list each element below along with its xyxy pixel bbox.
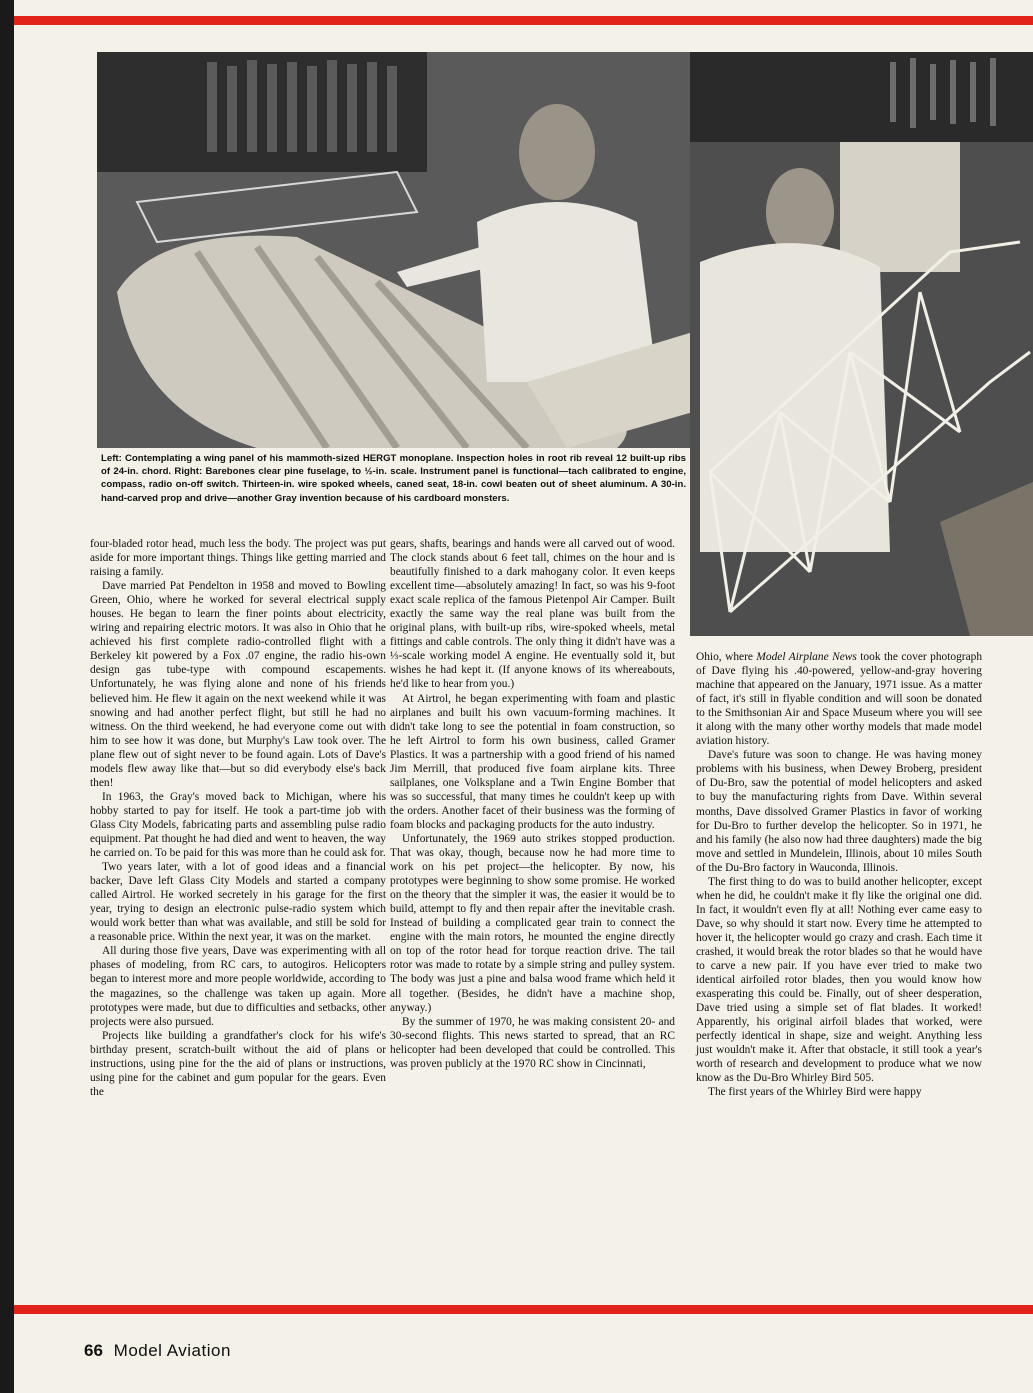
paragraph: The first thing to do was to build another helicopter, except when he did, he couldn't make it fly like the original one did. In fact, it wouldn't even fly at all! Nothing ever came easy to Dave, so why should it start now. Every time he attempted to hover it, the helicopter would go crazy and crash. Each time it crashed, it would break the rotor blades so that he would have to carve a new pair. If you have ever tried to make two identical airfoiled rotor blades, then you would know how exasperating this could be. Finally, out of sheer desperation, Dave tried using a simple set of flat blades. It worked! Apparently, his original airfoil blades that worked, were perfectly identical in shape, size and weight. Anything less just wouldn't make it. After that obstacle, it still took a year's worth of research and development to produce what we now know as the Du-Bro Whirley Bird 505. — [696, 875, 982, 1085]
page-footer — [84, 1341, 231, 1361]
paragraph: Projects like building a grandfather's clock for his wife's birthday present, scratch-built without the aid of plans or instructions, using pine for the the aid of plans or instructions, using pine for the cabinet and gum popular for the gears. Even the — [90, 1029, 386, 1098]
paragraph: At Airtrol, he began experimenting with foam and plastic airplanes and built his own vacuum-forming machines. It didn't take long to see the potential in foam construction, so he left Airtrol to form his own business, called Gramer Plastics. It was a partnership with a good friend of his named Jim Merrill, that produced five foam airplane kits. Three sailplanes, one Volksplane and a Twin Engine Bomber that was so successful, that many times he couldn't keep up with the orders. Another facet of their business was the forming of foam blocks and packaging products for the auto industry. — [390, 692, 675, 831]
paragraph: four-bladed rotor head, much less the body. The project was put aside for more important things. Things like getting married and raising a family. — [90, 538, 386, 579]
article-column-3 — [696, 650, 982, 1100]
top-red-rule — [14, 16, 1033, 25]
paragraph — [696, 650, 982, 748]
magazine-page — [14, 0, 1033, 1393]
paragraph: By the summer of 1970, he was making consistent 20- and 30-second flights. This news started to spread, that an RC helicopter had been developed that could be controlled. This was proven publicly at the 1970 RC show in Cincinnati, — [390, 1015, 675, 1070]
text-run: Ohio, where — [696, 651, 757, 663]
paragraph: Two years later, with a lot of good ideas and a financial backer, Dave left Glass City Models and started a company called Airtrol. He worked secretely in his garage for the first year, trying to design an electronic pulse-radio system which would work better than what was available, and still be sold for a reasonable price. Within the next year, it was on the market. — [90, 861, 386, 944]
paragraph: All during those five years, Dave was experimenting with all phases of modeling, from RC cars, to autogiros. Helicopters began to interest more and more people worldwide, according to the magazines, so the challenge was taken up again. More prototypes were made, but due to difficulties and setbacks, other projects were also pursued. — [90, 945, 386, 1028]
photo-caption: Left: Contemplating a wing panel of his mammoth-sized HERGT monoplane. Inspection holes in root rib reveal 12 built-up ribs of 24-in. chord. Right: Barebones clear pine fuselage, to ½-in. scale. Instrument panel is functional—tach calibrated to engine, compass, radio on-off switch. Thirteen-in. wire spoked wheels, caned seat, 18-in. cowl beaten out of sheet aluminum. A 30-in. hand-carved prop and drive—another Gray invention because of his cardboard monsters. — [101, 453, 686, 504]
paragraph: Dave married Pat Pendelton in 1958 and moved to Bowling Green, Ohio, where he worked for several electrical supply houses. He began to learn the finer points about electricity, wiring and repairing electric motors. It was also in Ohio that he achieved his first complete radio-controlled flight with a Berkeley kit powered by a Fox .07 engine, the radio his-own design gas tube-type with compound escapements. Unfortunately, he was flying alone and none of his friends believed him. He flew it again on the next weekend while it was snowing and had another perfect flight, but still he had no witness. On the third weekend, he had everyone come out with him to see how it was done, but Murphy's Law took over. The plane flew out of sight never to be found again. Lots of Dave's models flew away like that—but so did everybody else's back then! — [90, 580, 386, 789]
wing-panel-illustration — [97, 52, 693, 448]
magazine-title-italic: Model Airplane News — [756, 651, 857, 663]
paragraph: gears, shafts, bearings and hands were all carved out of wood. The clock stands about 6 feet tall, chimes on the hour and is beautifully finished to a dark mahogany color. It even keeps excellent time—absolutely amazing! In fact, so was his 9-foot exact scale replica of the famous Pietenpol Air Camper. Built exactly the same way the real plane was built from the original plans, with built-up ribs, wire-spoked wheels, metal fittings and cable controls. The only thing it didn't have was a ⅓-scale working model A engine. He eventually sold it, but wishes he had kept it. (If anyone knows of its whereabouts, he'd like to hear from you.) — [390, 538, 675, 691]
paragraph: Unfortunately, the 1969 auto strikes stopped production. That was okay, though, because now he had more time to work on his pet project—the helicopter. By now, his prototypes were beginning to show some promise. He worked on the theory that the simpler it was, the easier it would be to build, attempt to fly and then repair after the inevitable crash. Instead of building a complicated gear train to connect the engine with the main rotors, he mounted the engine directly on top of the rotor head for torque reaction drive. The tail rotor was made to rotate by a simple string and pulley system. The body was just a pine and balsa wood frame which held it all together. (Besides, he didn't have a machine shop, anyway.) — [390, 832, 675, 1014]
paragraph: In 1963, the Gray's moved back to Michigan, where his hobby started to pay for itself. He took a part-time job with Glass City Models, fabricating parts and assembling pulse radio equipment. Pat thought he had died and went to heaven, the way he carried on. To be paid for this was more than he could ask for. — [90, 790, 386, 860]
photo-wing-panel — [97, 52, 693, 448]
paragraph: Dave's future was soon to change. He was having money problems with his business, when Dewey Broberg, president of Du-Bro, saw the potential of model helicopters and asked to buy the manufacturing rights from Dave. Within several months, Dave dissolved Gramer Plastics in favor of working for Du-Bro to further develop the helicopter. So in 1971, he and his family (he also now had three daughters) made the big move and settled in Mundelein, Illinois, about 10 miles South of the Du-Bro factory in Wauconda, Illinois. — [696, 749, 982, 874]
photo-fuselage — [690, 52, 1033, 636]
magazine-name: Model Aviation — [113, 1341, 231, 1360]
text-run: took the cover photograph of Dave flying his .40-powered, yellow-and-gray hovering machine that appeared on the January, 1971 issue. As a matter of fact, it's still in flyable condition and will soon be donated to the Smithsonian Air and Space Museum where you will see it along with the many other worthy models that made model aviation history. — [696, 651, 983, 748]
page-number: 66 — [84, 1341, 103, 1360]
bottom-red-rule — [14, 1305, 1033, 1314]
article-column-1 — [90, 537, 386, 1099]
paragraph: The first years of the Whirley Bird were happy — [708, 1086, 922, 1099]
fuselage-illustration — [690, 52, 1033, 636]
article-column-2 — [390, 537, 675, 1071]
